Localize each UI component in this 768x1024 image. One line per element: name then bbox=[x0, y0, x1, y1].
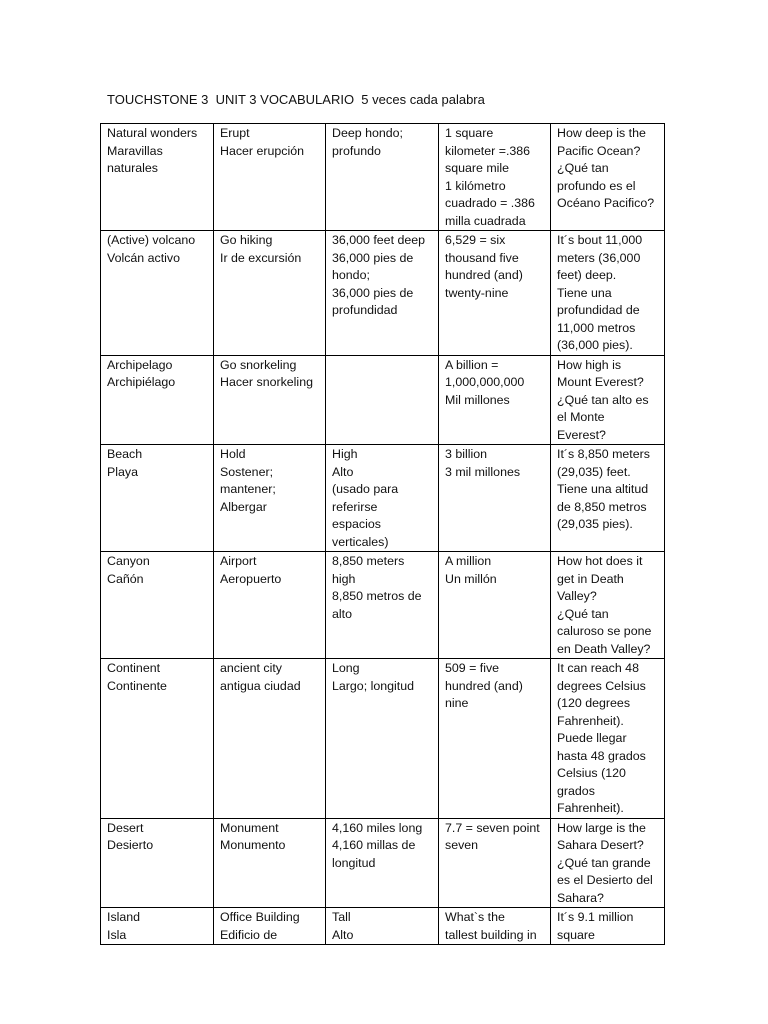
cell-text-line: Tiene una bbox=[557, 285, 612, 300]
table-cell bbox=[439, 231, 551, 356]
cell-text-line: profundidad bbox=[332, 303, 398, 317]
table-cell bbox=[326, 552, 439, 659]
cell-text-line: 509 = five bbox=[445, 661, 500, 675]
table-cell bbox=[551, 552, 665, 659]
cell-text-line: Aeropuerto bbox=[220, 571, 282, 586]
cell-text-line: Hold bbox=[220, 447, 246, 461]
cell-text-line: How large is the bbox=[557, 820, 646, 835]
cell-text-line: 8,850 meters bbox=[332, 554, 405, 568]
cell-text-line: hondo; bbox=[332, 268, 370, 282]
cell-text-line: 1 square bbox=[445, 126, 494, 140]
cell-text-line: (29,035 pies). bbox=[557, 517, 633, 531]
cell-text-line: high bbox=[332, 571, 356, 586]
cell-text-line: 11,000 metros bbox=[557, 320, 636, 335]
cell-text-line: grados bbox=[557, 783, 595, 798]
cell-text-line: el Monte bbox=[557, 410, 605, 424]
cell-text-line: Go hiking bbox=[220, 233, 273, 247]
cell-text-line: Archipiélago bbox=[107, 375, 176, 389]
cell-text-line: get in Death bbox=[557, 571, 624, 586]
table-cell bbox=[439, 908, 551, 945]
table-cell bbox=[551, 231, 665, 356]
cell-text-line: square bbox=[557, 927, 595, 942]
cell-text-line: alto bbox=[332, 606, 352, 621]
cell-text-line: (29,035) feet. bbox=[557, 464, 631, 479]
cell-text-line: Valley? bbox=[557, 589, 597, 603]
cell-text-line: hundred (and) bbox=[445, 678, 523, 693]
table-cell bbox=[101, 355, 214, 445]
cell-text-line: tallest building in bbox=[445, 927, 537, 942]
cell-text-line: It can reach 48 bbox=[557, 661, 639, 675]
cell-text-line: 6,529 = six bbox=[445, 233, 506, 247]
cell-text-line: twenty-nine bbox=[445, 285, 509, 300]
table-cell bbox=[439, 445, 551, 552]
cell-text-line: caluroso se pone bbox=[557, 624, 652, 638]
document-title: TOUCHSTONE 3 UNIT 3 VOCABULARIO 5 veces cada palabra bbox=[107, 92, 485, 107]
cell-text-line: square mile bbox=[445, 161, 510, 175]
table-cell bbox=[326, 355, 439, 445]
cell-text-line: It´s 9.1 million bbox=[557, 910, 634, 924]
cell-text-line: nine bbox=[445, 696, 469, 710]
cell-text-line: A million bbox=[445, 554, 492, 568]
cell-text-line: Archipelago bbox=[107, 357, 173, 372]
cell-text-line: Océano Pacifico? bbox=[557, 196, 655, 210]
table-cell bbox=[439, 124, 551, 231]
cell-text-line: Hacer erupción bbox=[220, 143, 305, 158]
table-cell bbox=[551, 355, 665, 445]
cell-text-line: Airport bbox=[220, 554, 257, 568]
table-cell bbox=[326, 124, 439, 231]
cell-text-line: longitud bbox=[332, 855, 376, 870]
table-cell bbox=[439, 552, 551, 659]
cell-text-line: A billion = bbox=[445, 357, 499, 372]
cell-text-line: ¿Qué tan alto es bbox=[557, 392, 649, 407]
cell-text-line: degrees Celsius bbox=[557, 678, 646, 693]
cell-text-line: 7.7 = seven point bbox=[445, 820, 540, 835]
cell-text-line: (36,000 pies). bbox=[557, 338, 633, 352]
cell-text-line: Monumento bbox=[220, 838, 286, 852]
cell-text-line: Continent bbox=[107, 661, 161, 675]
table-cell bbox=[439, 818, 551, 908]
cell-text-line: Isla bbox=[107, 927, 127, 942]
cell-text-line: 36,000 pies de bbox=[332, 285, 414, 300]
cell-text-line: Fahrenheit). bbox=[557, 713, 624, 728]
table-row bbox=[101, 659, 665, 819]
cell-text-line: (Active) volcano bbox=[107, 233, 196, 247]
cell-text-line: Monument bbox=[220, 820, 279, 835]
cell-text-line: 3 billion bbox=[445, 447, 488, 461]
cell-text-line: de 8,850 metros bbox=[557, 499, 647, 514]
cell-text-line: (120 degrees bbox=[557, 696, 631, 710]
table-cell bbox=[326, 818, 439, 908]
cell-text-line: Everest? bbox=[557, 427, 606, 442]
table-cell bbox=[326, 659, 439, 819]
cell-text-line: It´s bout 11,000 bbox=[557, 233, 643, 247]
cell-text-line: Celsius (120 bbox=[557, 766, 626, 780]
cell-text-line: What`s the bbox=[445, 910, 505, 924]
cell-text-line: Cañón bbox=[107, 571, 144, 586]
cell-text-line: verticales) bbox=[332, 534, 389, 549]
cell-text-line: Island bbox=[107, 910, 141, 924]
cell-text-line: Continente bbox=[107, 678, 167, 693]
table-cell bbox=[101, 231, 214, 356]
cell-text-line: Beach bbox=[107, 447, 143, 461]
table-cell bbox=[214, 908, 326, 945]
cell-text-line: Sostener; bbox=[220, 464, 274, 479]
cell-text-line: referirse bbox=[332, 499, 378, 514]
cell-text-line: seven bbox=[445, 838, 479, 852]
cell-text-line: Desert bbox=[107, 820, 144, 835]
cell-text-line: Largo; longitud bbox=[332, 678, 414, 693]
cell-text-line: Edificio de bbox=[220, 927, 278, 942]
cell-text-line: Erupt bbox=[220, 126, 250, 140]
vocabulary-table bbox=[100, 123, 665, 945]
cell-text-line: ¿Qué tan grande bbox=[557, 855, 651, 870]
cell-text-line: 1,000,000,000 bbox=[445, 375, 525, 389]
cell-text-line: Hacer snorkeling bbox=[220, 375, 313, 389]
cell-text-line: ¿Qué tan bbox=[557, 161, 609, 175]
cell-text-line: Sahara? bbox=[557, 890, 604, 905]
table-cell bbox=[101, 659, 214, 819]
table-cell bbox=[101, 445, 214, 552]
cell-text-line: hundred (and) bbox=[445, 268, 523, 282]
cell-text-line: thousand five bbox=[445, 250, 519, 265]
cell-text-line: How deep is the bbox=[557, 126, 646, 140]
cell-text-line: It´s 8,850 meters bbox=[557, 447, 650, 461]
cell-text-line: milla cuadrada bbox=[445, 213, 526, 228]
table-cell bbox=[551, 818, 665, 908]
table-cell bbox=[326, 445, 439, 552]
table-row bbox=[101, 355, 665, 445]
table-row bbox=[101, 124, 665, 231]
table-row bbox=[101, 552, 665, 659]
cell-text-line: Alto bbox=[332, 464, 354, 479]
table-cell bbox=[214, 818, 326, 908]
cell-text-line: Volcán activo bbox=[107, 250, 181, 265]
table-cell bbox=[551, 124, 665, 231]
table-cell bbox=[101, 124, 214, 231]
table-row bbox=[101, 818, 665, 908]
cell-text-line: How hot does it bbox=[557, 554, 643, 568]
cell-text-line: ¿Qué tan bbox=[557, 606, 609, 621]
cell-text-line: High bbox=[332, 447, 358, 461]
cell-text-line: antigua ciudad bbox=[220, 678, 301, 693]
table-cell bbox=[101, 908, 214, 945]
table-cell bbox=[214, 659, 326, 819]
table-cell bbox=[326, 908, 439, 945]
cell-text-line: hasta 48 grados bbox=[557, 748, 646, 763]
cell-text-line: 1 kilómetro bbox=[445, 178, 506, 193]
cell-text-line: Desierto bbox=[107, 838, 154, 852]
table-cell bbox=[101, 818, 214, 908]
table-cell bbox=[439, 659, 551, 819]
cell-text-line: Go snorkeling bbox=[220, 357, 297, 372]
table-cell bbox=[214, 231, 326, 356]
table-cell bbox=[551, 659, 665, 819]
cell-text-line: Fahrenheit). bbox=[557, 801, 624, 815]
table-cell bbox=[551, 445, 665, 552]
cell-text-line: feet) deep. bbox=[557, 268, 617, 282]
table-cell bbox=[101, 552, 214, 659]
cell-text-line: ancient city bbox=[220, 661, 282, 675]
table-cell bbox=[214, 445, 326, 552]
table-cell bbox=[214, 552, 326, 659]
cell-text-line: Pacific Ocean? bbox=[557, 143, 641, 158]
cell-text-line: Office Building bbox=[220, 910, 300, 924]
cell-text-line: Playa bbox=[107, 464, 138, 479]
cell-text-line: Deep hondo; bbox=[332, 126, 403, 140]
table-cell bbox=[326, 231, 439, 356]
cell-text-line: 36,000 pies de bbox=[332, 250, 414, 265]
cell-text-line: meters (36,000 bbox=[557, 250, 641, 265]
cell-text-line: Mount Everest? bbox=[557, 375, 644, 389]
cell-text-line: Albergar bbox=[220, 499, 267, 514]
cell-text-line: profundo bbox=[332, 143, 381, 158]
cell-text-line: Alto bbox=[332, 927, 354, 942]
cell-text-line: Tall bbox=[332, 910, 351, 924]
table-cell bbox=[551, 908, 665, 945]
cell-text-line: espacios bbox=[332, 517, 381, 531]
cell-text-line: Puede llegar bbox=[557, 731, 627, 745]
cell-text-line: Ir de excursión bbox=[220, 250, 302, 265]
cell-text-line: mantener; bbox=[220, 482, 276, 496]
cell-text-line: Canyon bbox=[107, 554, 150, 568]
cell-text-line: 8,850 metros de bbox=[332, 589, 422, 603]
cell-text-line: 4,160 miles long bbox=[332, 820, 423, 835]
cell-text-line: Long bbox=[332, 661, 360, 675]
table-row bbox=[101, 445, 665, 552]
cell-text-line: 36,000 feet deep bbox=[332, 233, 426, 247]
cell-text-line: es el Desierto del bbox=[557, 873, 653, 887]
cell-text-line: Maravillas bbox=[107, 143, 163, 158]
cell-text-line: kilometer =.386 bbox=[445, 143, 531, 158]
table-cell bbox=[214, 355, 326, 445]
cell-text-line: Natural wonders bbox=[107, 126, 198, 140]
cell-text-line: Sahara Desert? bbox=[557, 838, 644, 852]
cell-text-line: Un millón bbox=[445, 571, 497, 586]
cell-text-line: profundidad de bbox=[557, 303, 640, 317]
table-row bbox=[101, 908, 665, 945]
cell-text-line: Tiene una altitud bbox=[557, 482, 649, 496]
table-cell bbox=[439, 355, 551, 445]
cell-text-line: profundo es el bbox=[557, 178, 636, 193]
cell-text-line: en Death Valley? bbox=[557, 641, 651, 656]
cell-text-line: How high is bbox=[557, 357, 622, 372]
table-row bbox=[101, 231, 665, 356]
cell-text-line: Mil millones bbox=[445, 392, 510, 407]
cell-text-line: cuadrado = .386 bbox=[445, 196, 535, 210]
table-cell bbox=[214, 124, 326, 231]
cell-text-line: (usado para bbox=[332, 482, 399, 496]
cell-text-line: naturales bbox=[107, 161, 158, 175]
cell-text-line: 4,160 millas de bbox=[332, 838, 416, 852]
cell-text-line: 3 mil millones bbox=[445, 464, 521, 479]
